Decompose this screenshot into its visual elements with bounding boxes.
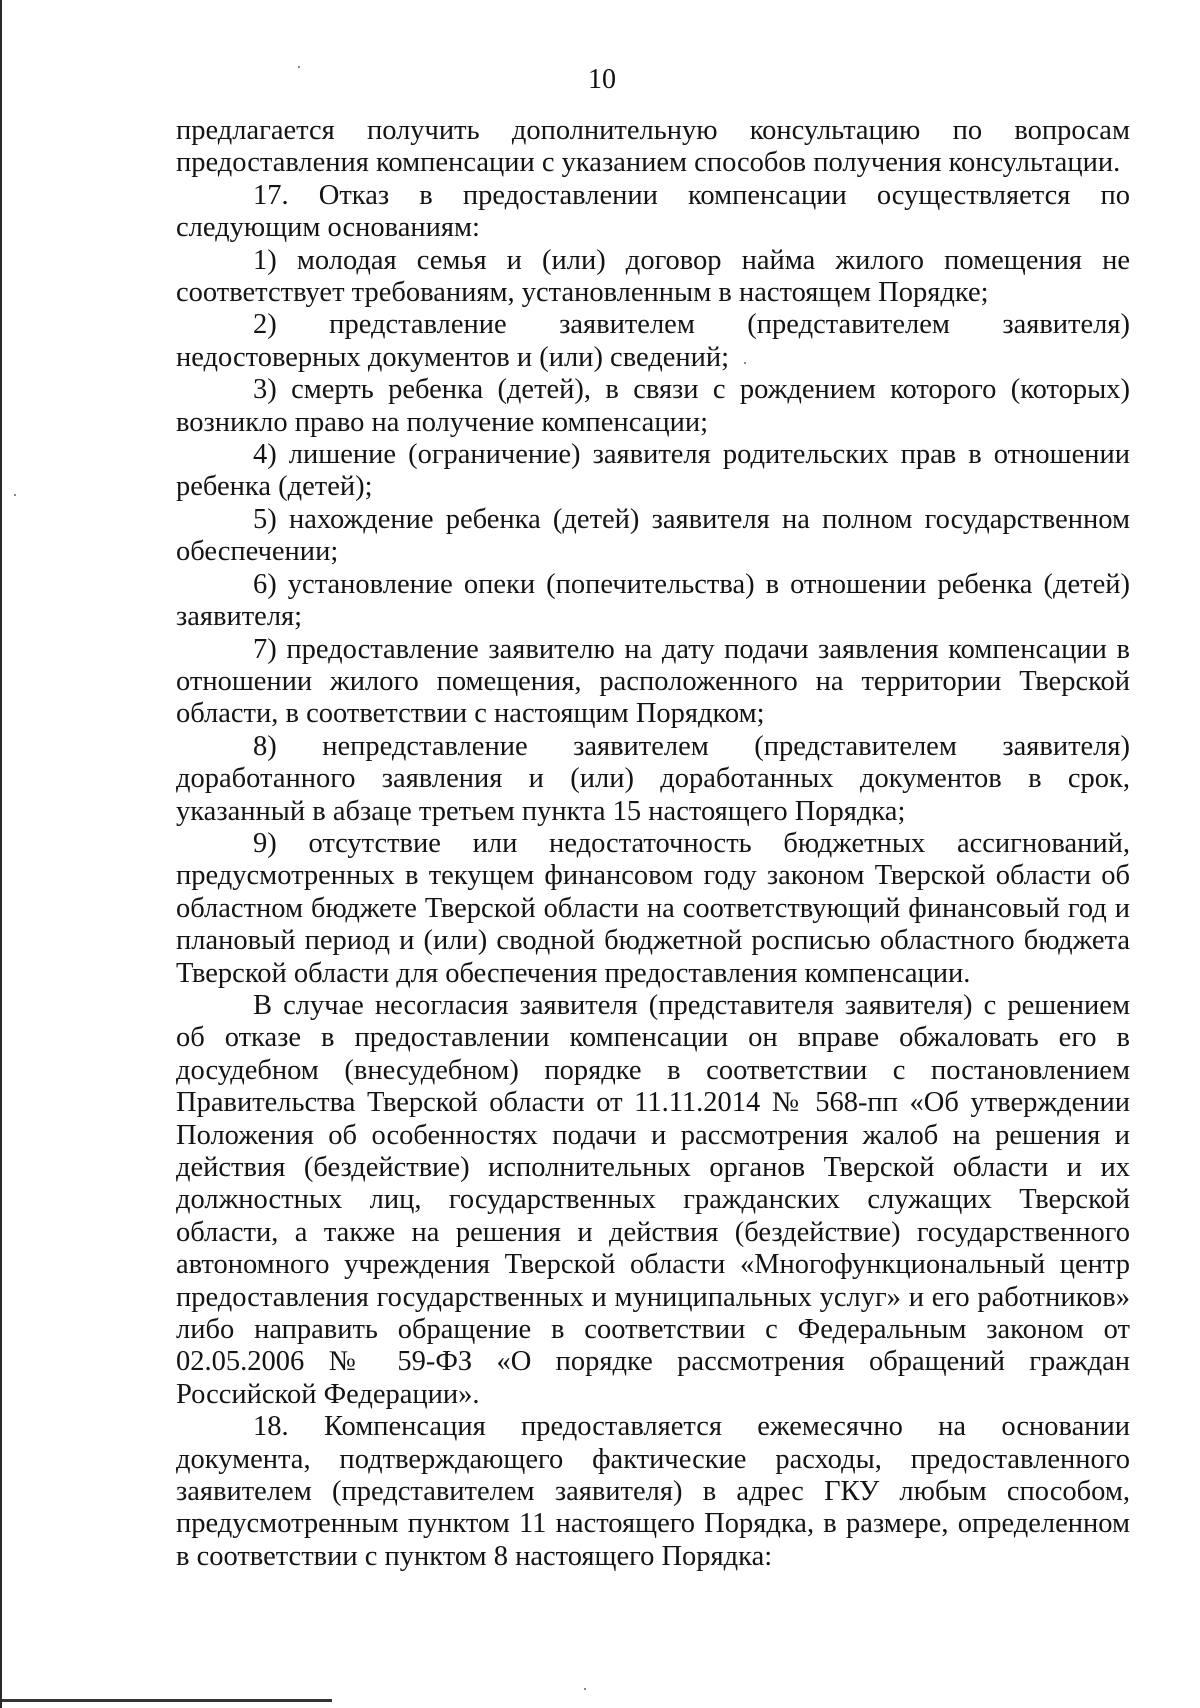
list-item: 1) молодая семья и (или) договор найма жилого помещения не соответствует требованиям, установленным в настоящем Порядке; (176, 244, 1130, 309)
scan-speck (298, 66, 300, 68)
document-body (176, 115, 1130, 1573)
list-item: 8) непредставление заявителем (представителем заявителя) доработанного заявления и (или) доработанных документов в срок, указанный в абзаце третьем пункта 15 настоящего Порядка; (176, 730, 1130, 827)
scan-edge-line (2, 1699, 332, 1702)
paragraph-item-18: 18. Компенсация предоставляется ежемесячно на основании документа, подтверждающего фактические расходы, предоставленного заявителем (представителем заявителя) в адрес ГКУ любым способом, предусмотренным пунктом 11 настоящего Порядка, в размере, определенном в соответствии с пунктом 8 настоящего Порядка: (176, 1411, 1130, 1572)
scan-speck (14, 494, 16, 496)
paragraph-item-17: 17. Отказ в предоставлении компенсации осуществляется по следующим основаниям: (176, 179, 1130, 244)
list-item: 7) предоставление заявителю на дату подачи заявления компенсации в отношении жилого помещения, расположенного на территории Тверской области, в соответствии с настоящим Порядком; (176, 633, 1130, 730)
list-item: 6) установление опеки (попечительства) в отношении ребенка (детей) заявителя; (176, 568, 1130, 633)
list-item: 9) отсутствие или недостаточность бюджетных ассигнований, предусмотренных в текущем финансовом году законом Тверской области об областном бюджете Тверской области на соответствующий финансовый год и плановый период и (или) сводной бюджетной росписью областного бюджета Тверской области для обеспечения предоставления компенсации. (176, 827, 1130, 989)
scan-speck (584, 1688, 586, 1690)
page-number: 10 (588, 64, 616, 95)
list-item: 2) представление заявителем (представителем заявителя) недостоверных документов и (или) сведений; (176, 309, 1130, 373)
paragraph-continuation: предлагается получить дополнительную консультацию по вопросам предоставления компенсации с указанием способов получения консультации. (176, 115, 1130, 179)
list-item: 3) смерть ребенка (детей), в связи с рождением которого (которых) возникло право на получение компенсации; (176, 374, 1130, 438)
list-item: 5) нахождение ребенка (детей) заявителя на полном государственном обеспечении; (176, 503, 1130, 568)
scan-speck (744, 362, 746, 364)
list-item: 4) лишение (ограничение) заявителя родительских прав в отношении ребенка (детей); (176, 439, 1130, 503)
paragraph-appeal: В случае несогласия заявителя (представителя заявителя) с решением об отказе в предоставлении компенсации он вправе обжаловать его в досудебном (внесудебном) порядке в соответствии с постановлением Правительства Тверской области от 11.11.2014 № 568-пп «Об утверждении Положения об особенностях подачи и рассмотрения жалоб на решения и действия (бездействие) исполнительных органов Тверской области и их должностных лиц, государственных гражданских служащих Тверской области, а также на решения и действия (бездействие) государственного автономного учреждения Тверской области «Многофункциональный центр предоставления государственных и муниципальных услуг» и его работников» либо направить обращение в соответствии с Федеральным законом от 02.05.2006 № 59-ФЗ «О порядке рассмотрения обращений граждан Российской Федерации». (176, 989, 1130, 1410)
